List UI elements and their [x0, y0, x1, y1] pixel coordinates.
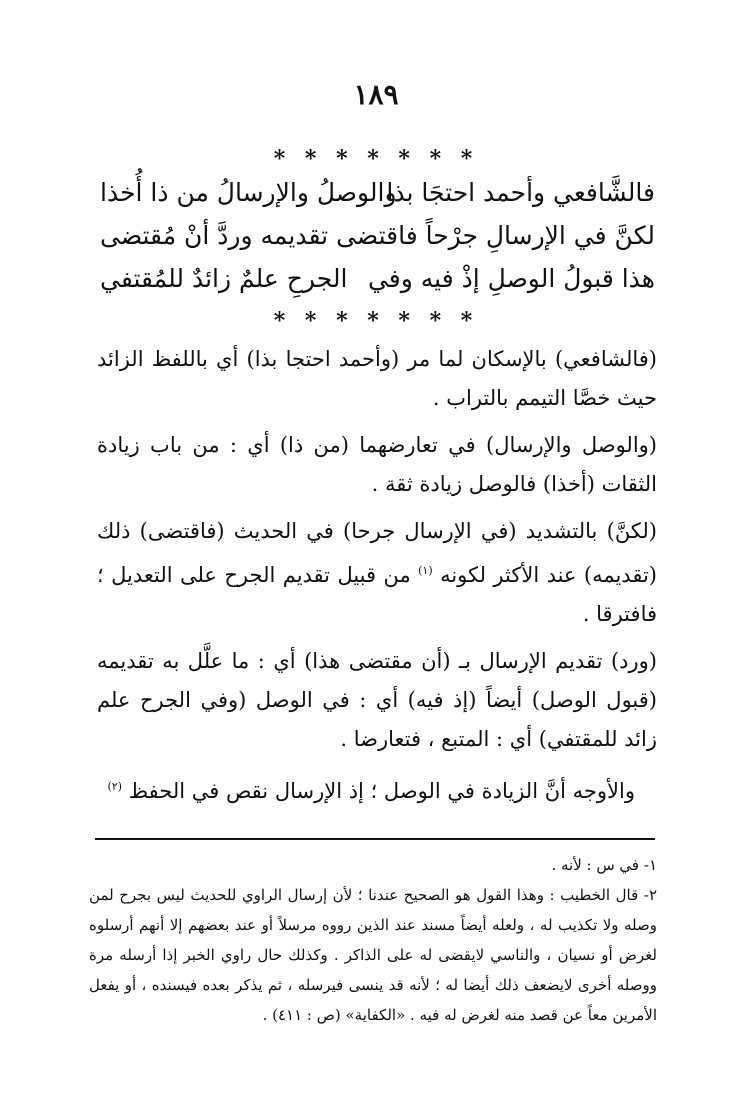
page-number: ١٨٩	[353, 78, 399, 111]
footnote-divider	[95, 838, 655, 840]
verse-second-hemistich: والوصلُ والإرسالُ من ذا أُخذا	[100, 178, 397, 207]
separator-top: * * * * * * *	[273, 146, 479, 172]
verse-second-hemistich: الجرحِ علمٌ زائدٌ للمُقتفي	[100, 264, 348, 293]
footnote-mark: (٢)	[107, 780, 123, 793]
verse-first-hemistich: هذا قبولُ الوصلِ إذْ فيه وفي	[367, 264, 655, 293]
commentary-paragraph: (ورد) تقديم الإرسال بـ (أن مقتضى هذا) أي : ما علَّل به تقديمه (قبول الوصل) أيضاً (إذ فيه) أي : في الوصل (وفي الجرح علم زائد للمقتفي) أي : المتبع ، فتعارضا .	[97, 649, 657, 751]
footnote-mark: (١)	[418, 564, 433, 577]
poem-verse	[100, 178, 655, 218]
verse-first-hemistich: لكنَّ في الإرسالِ جرْحاً فاقتضى	[336, 221, 655, 250]
commentary-paragraph	[97, 767, 657, 811]
verse-second-hemistich: تقديمه وردَّ أنْ مُقتضى	[100, 221, 329, 250]
footnote: ٢- قال الخطيب : وهذا القول هو الصحيح عندنا ؛ لأن إرسال الراوي للحديث ليس بجرح لمن وصله ولا تكذيب له ، ولعله أيضاً مسند عند الذين رووه مرسلاً أو عند بعضهم إلا أنهم أرسلوه لغرض أو نسيان ، والناسي لايقضى له على الذاكر . وكذلك حال راوي الخبر إذا أرسله مرة ووصله أخرى لايضعف ذلك أيضا له ؛ لأنه قد ينسى فيرسله ، ثم يذكر بعده فيسنده ، أو يفعل الأمرين معاً عن قصد منه لغرض له فيه . «الكفاية» (ص : ٤١١) .	[89, 886, 657, 1024]
commentary-paragraph: (فالشافعي) بالإسكان لما مر (وأحمد احتجا بذا) أي باللفظ الزائد حيث خصَّا التيمم بالتراب .	[97, 347, 657, 410]
footnotes	[89, 850, 657, 1030]
commentary-paragraph	[97, 512, 657, 634]
poem-verse	[100, 264, 655, 304]
verse-first-hemistich: فالشَّافعي وأحمد احتجَا بذا	[386, 178, 655, 207]
separator-bottom: * * * * * * *	[273, 308, 479, 334]
commentary-paragraph: (والوصل والإرسال) في تعارضهما (من ذا) أي : من باب زيادة الثقات (أخذا) فالوصل زيادة ثقة .	[97, 433, 657, 496]
paragraph-text: والأوجه أنَّ الزيادة في الوصل ؛ إذ الإرسال نقص في الحفظ	[128, 779, 635, 803]
footnote: ١- في س : لأنه .	[551, 856, 657, 874]
paragraph-text: من قبيل تقديم الجرح على التعديل ؛ فافترقا .	[97, 563, 657, 626]
paragraph-text: (لكنَّ) بالتشديد (في الإرسال جرحا) في الحديث (فاقتضى) ذلك (تقديمه) عند الأكثر لكونه	[97, 519, 657, 587]
poem-verse	[100, 221, 655, 261]
commentary-text	[97, 340, 657, 819]
